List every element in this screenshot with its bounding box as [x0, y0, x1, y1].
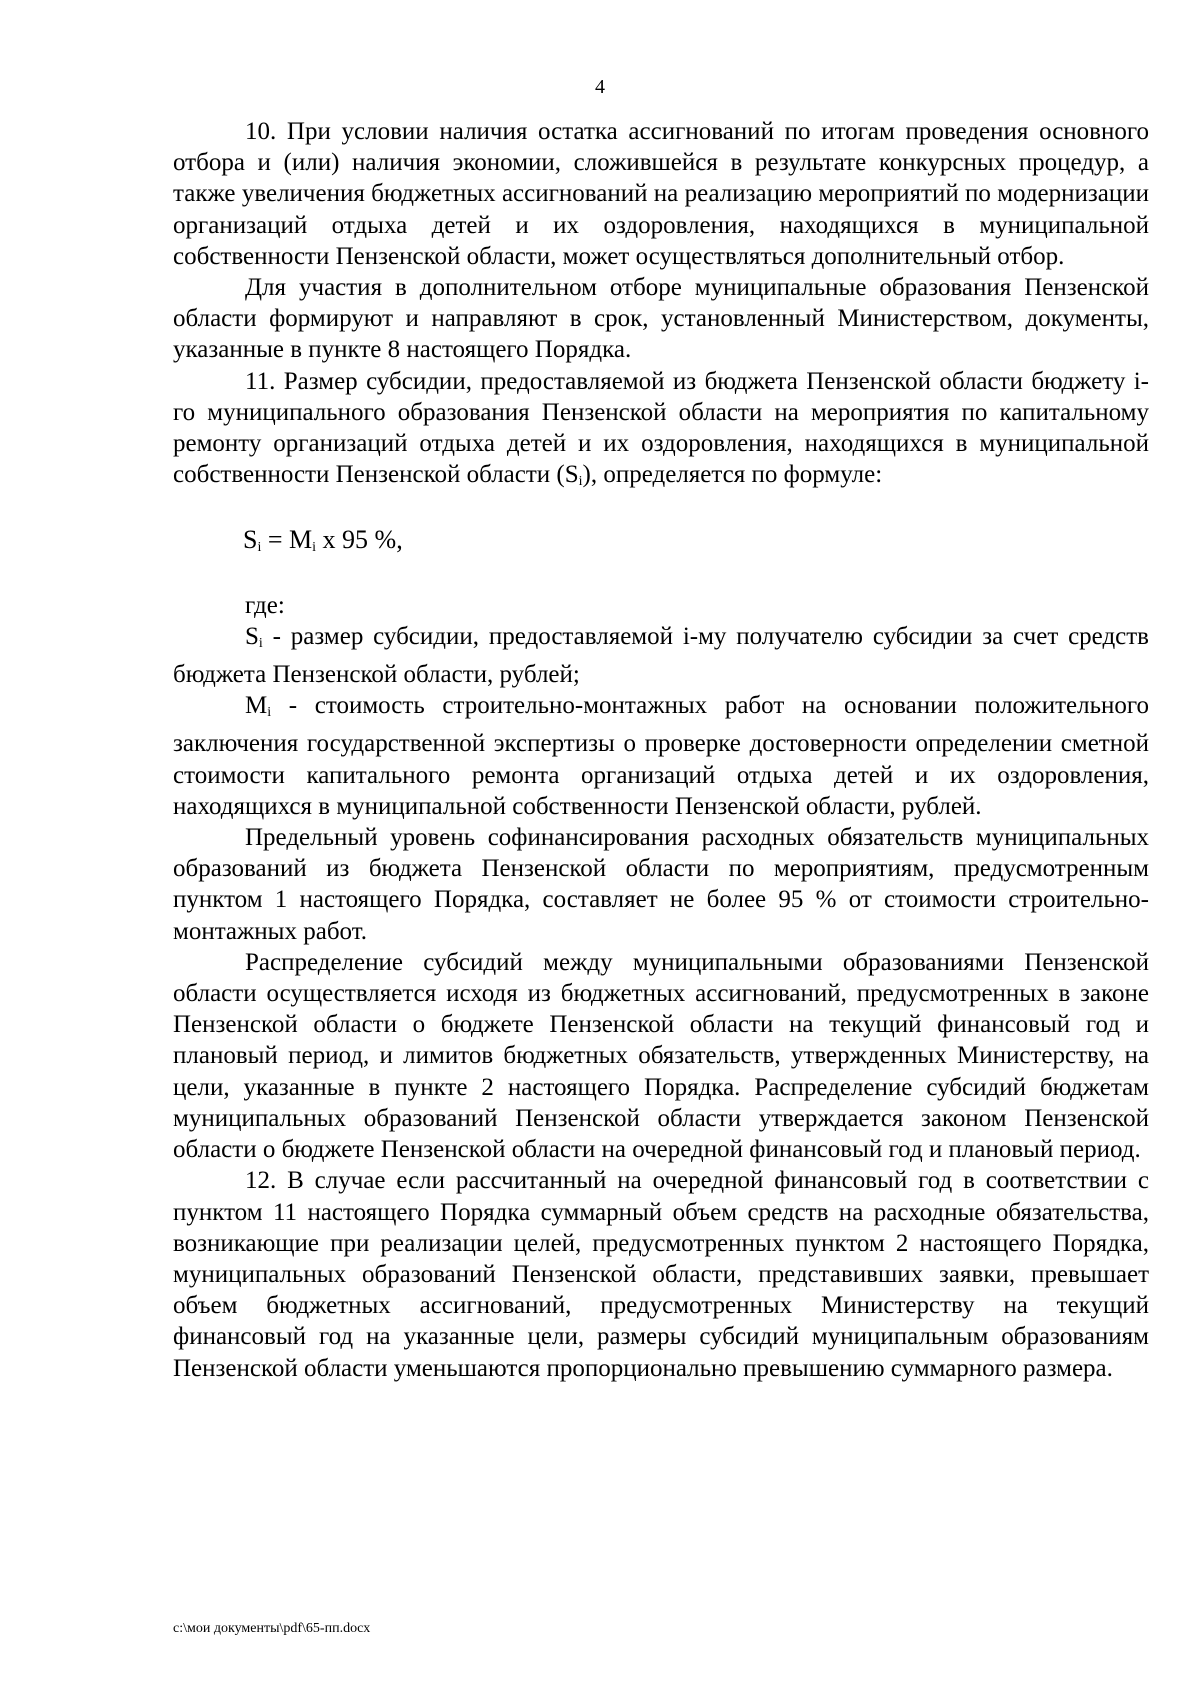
paragraph-11-text-end: ), определяется по формуле: [582, 461, 883, 489]
subsidy-formula [173, 524, 1149, 563]
formula-s: S [243, 525, 258, 555]
definition-m-var: M [245, 692, 268, 720]
where-label: где: [245, 591, 285, 619]
definition-s-text: - размер субсидии, предоставляемой i-му получателю субсидии за счет средств бюджета Пензенской области, рублей; [173, 622, 1149, 689]
page-number: 4 [595, 76, 605, 98]
formula-s-subscript: i [257, 540, 262, 556]
definition-s [173, 621, 1149, 690]
document-body [173, 116, 1149, 1384]
paragraph-11-var: S [564, 461, 579, 489]
cofinancing-limit-paragraph: Предельный уровень софинансирования расходных обязательств муниципальных образований из бюджета Пензенской области по мероприятиям, предусмотренным пунктом 1 настоящего Порядка, составляет не более 95 % от стоимости строительно-монтажных работ. [173, 824, 1149, 945]
definition-s-subscript: i [258, 635, 263, 651]
paragraph-11-var-subscript: i [578, 474, 583, 490]
paragraph-12: 12. В случае если рассчитанный на очередной финансовый год в соответствии с пунктом 11 настоящего Порядка суммарный объем средств на расходные обязательства, возникающие при реализации целей, предусмотренных пунктом 2 настоящего Порядка, муниципальных образований Пензенской области, представивших заявки, превышает объем бюджетных ассигнований, предусмотренных Министерству на текущий финансовый год на указанные цели, размеры субсидий муниципальным образованиям Пензенской области уменьшаются пропорционально превышению суммарного размера. [173, 1167, 1149, 1382]
paragraph-10-participation: Для участия в дополнительном отборе муниципальные образования Пензенской области формируют и направляют в срок, установленный Министерством, документы, указанные в пункте 8 настоящего Порядка. [173, 274, 1149, 364]
distribution-paragraph: Распределение субсидий между муниципальными образованиями Пензенской области осуществляется исходя из бюджетных ассигнований, предусмотренных в законе Пензенской области о бюджете Пензенской области на текущий финансовый год и плановый период, и лимитов бюджетных обязательств, утвержденных Министерству, на цели, указанные в пункте 2 настоящего Порядка. Распределение субсидий бюджетам муниципальных образований Пензенской области утверждается законом Пензенской области о бюджете Пензенской области на очередной финансовый год и плановый период. [173, 948, 1149, 1164]
formula-m-subscript: i [312, 540, 317, 556]
paragraph-10: 10. При условии наличия остатка ассигнований по итогам проведения основного отбора и (или) наличия экономии, сложившейся в результате конкурсных процедур, а также увеличения бюджетных ассигнований на реализацию мероприятий по модернизации организаций отдыха детей и их оздоровления, находящихся в муниципальной собственности Пензенской области, может осуществляться дополнительный отбор. [173, 118, 1149, 270]
paragraph-11-text-start: 11. Размер субсидии, предоставляемой из бюджета Пензенской области бюджету i-го муниципального образования Пензенской области на мероприятия по капитальному ремонту организаций отдыха детей и их оздоровления, находящихся в муниципальной собственности Пензенской области ( [173, 367, 1149, 489]
paragraph-11 [173, 366, 1149, 498]
formula-middle: = M [261, 525, 313, 555]
definition-s-var: S [245, 622, 259, 650]
definition-m [173, 690, 1149, 822]
definition-m-subscript: i [267, 705, 272, 721]
definition-m-text: - стоимость строительно-монтажных работ на основании положительного заключения государственной экспертизы о проверке достоверности определении сметной стоимости капитального ремонта организаций отдыха детей и их оздоровления, находящихся в муниципальной собственности Пензенской области, рублей. [173, 692, 1149, 820]
formula-end: x 95 %, [316, 525, 403, 555]
footer-file-path: c:\мои документы\pdf\65-пп.docx [173, 1621, 371, 1636]
